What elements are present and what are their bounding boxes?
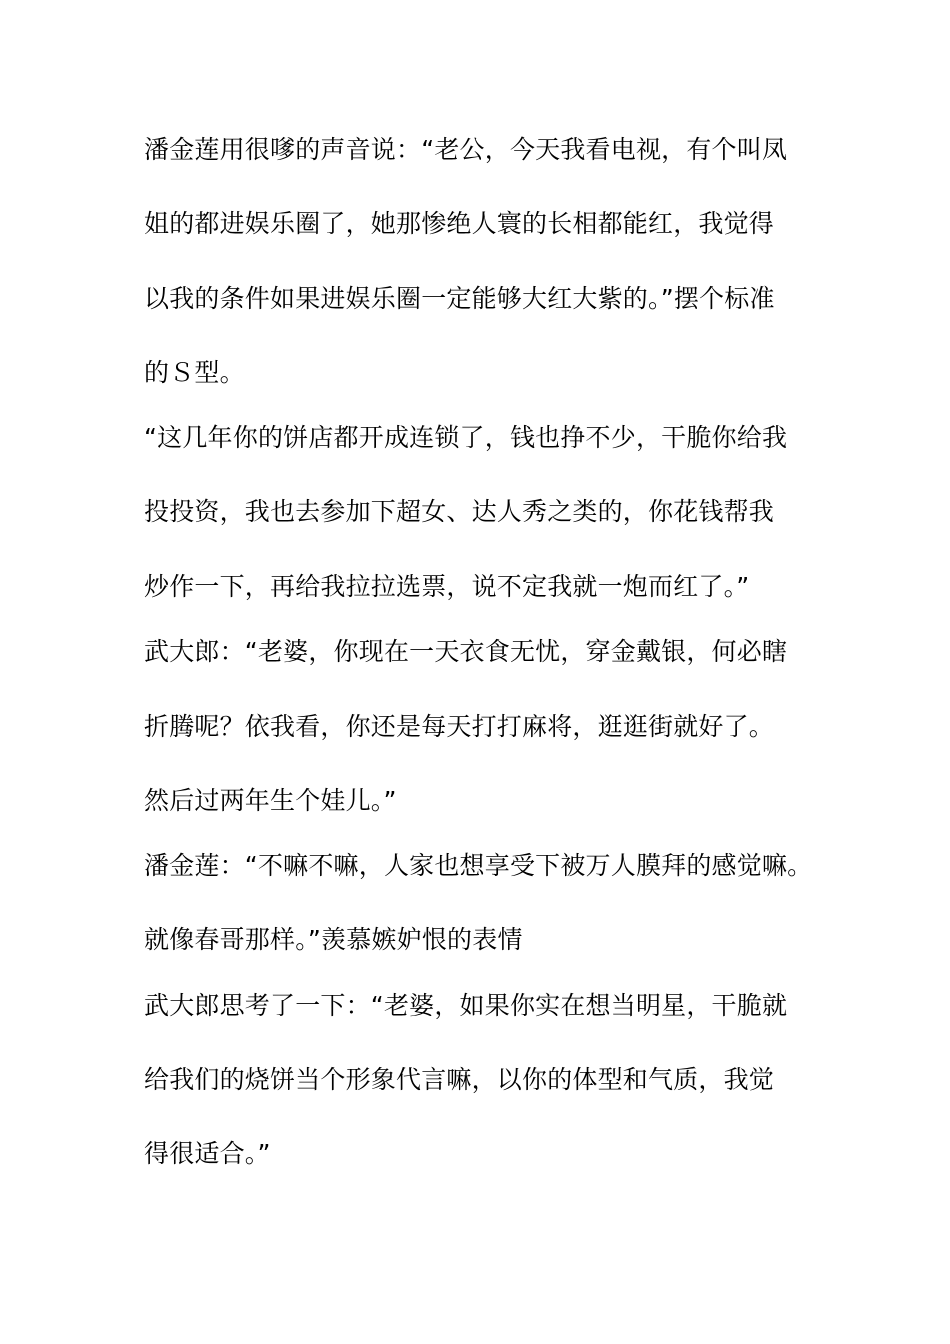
text-line: 给我们的烧饼当个形象代言嘛，以你的体型和气质，我觉 [144,1065,775,1094]
text-line: “这几年你的饼店都开成连锁了，钱也挣不少，干脆你给我 [144,423,788,452]
text-line: 折腾呢？依我看，你还是每天打打麻将，逛逛街就好了。 [144,712,775,741]
text-line: 潘金莲用很嗲的声音说：“老公，今天我看电视，有个叫凤 [144,135,788,164]
text-line: 得很适合。” [144,1139,271,1168]
text-line: 姐的都进娱乐圈了，她那惨绝人寰的长相都能红，我觉得 [144,209,775,238]
text-line: 的Ｓ型。 [144,358,245,387]
text-line: 就像春哥那样。”羡慕嫉妒恨的表情 [144,925,523,954]
text-line: 以我的条件如果进娱乐圈一定能够大红大紫的。”摆个标准 [144,284,775,313]
text-line: 投投资，我也去参加下超女、达人秀之类的，你花钱帮我 [144,497,775,526]
text-line: 潘金莲：“不嘛不嘛，人家也想享受下被万人膜拜的感觉嘛。 [144,851,813,880]
text-line: 炒作一下，再给我拉拉选票，说不定我就一炮而红了。” [144,572,750,601]
text-line: 然后过两年生个娃儿。” [144,786,397,815]
text-line: 武大郎思考了一下：“老婆，如果你实在想当明星，干脆就 [144,991,788,1020]
text-line: 武大郎：“老婆，你现在一天衣食无忧，穿金戴银，何必瞎 [144,637,788,666]
